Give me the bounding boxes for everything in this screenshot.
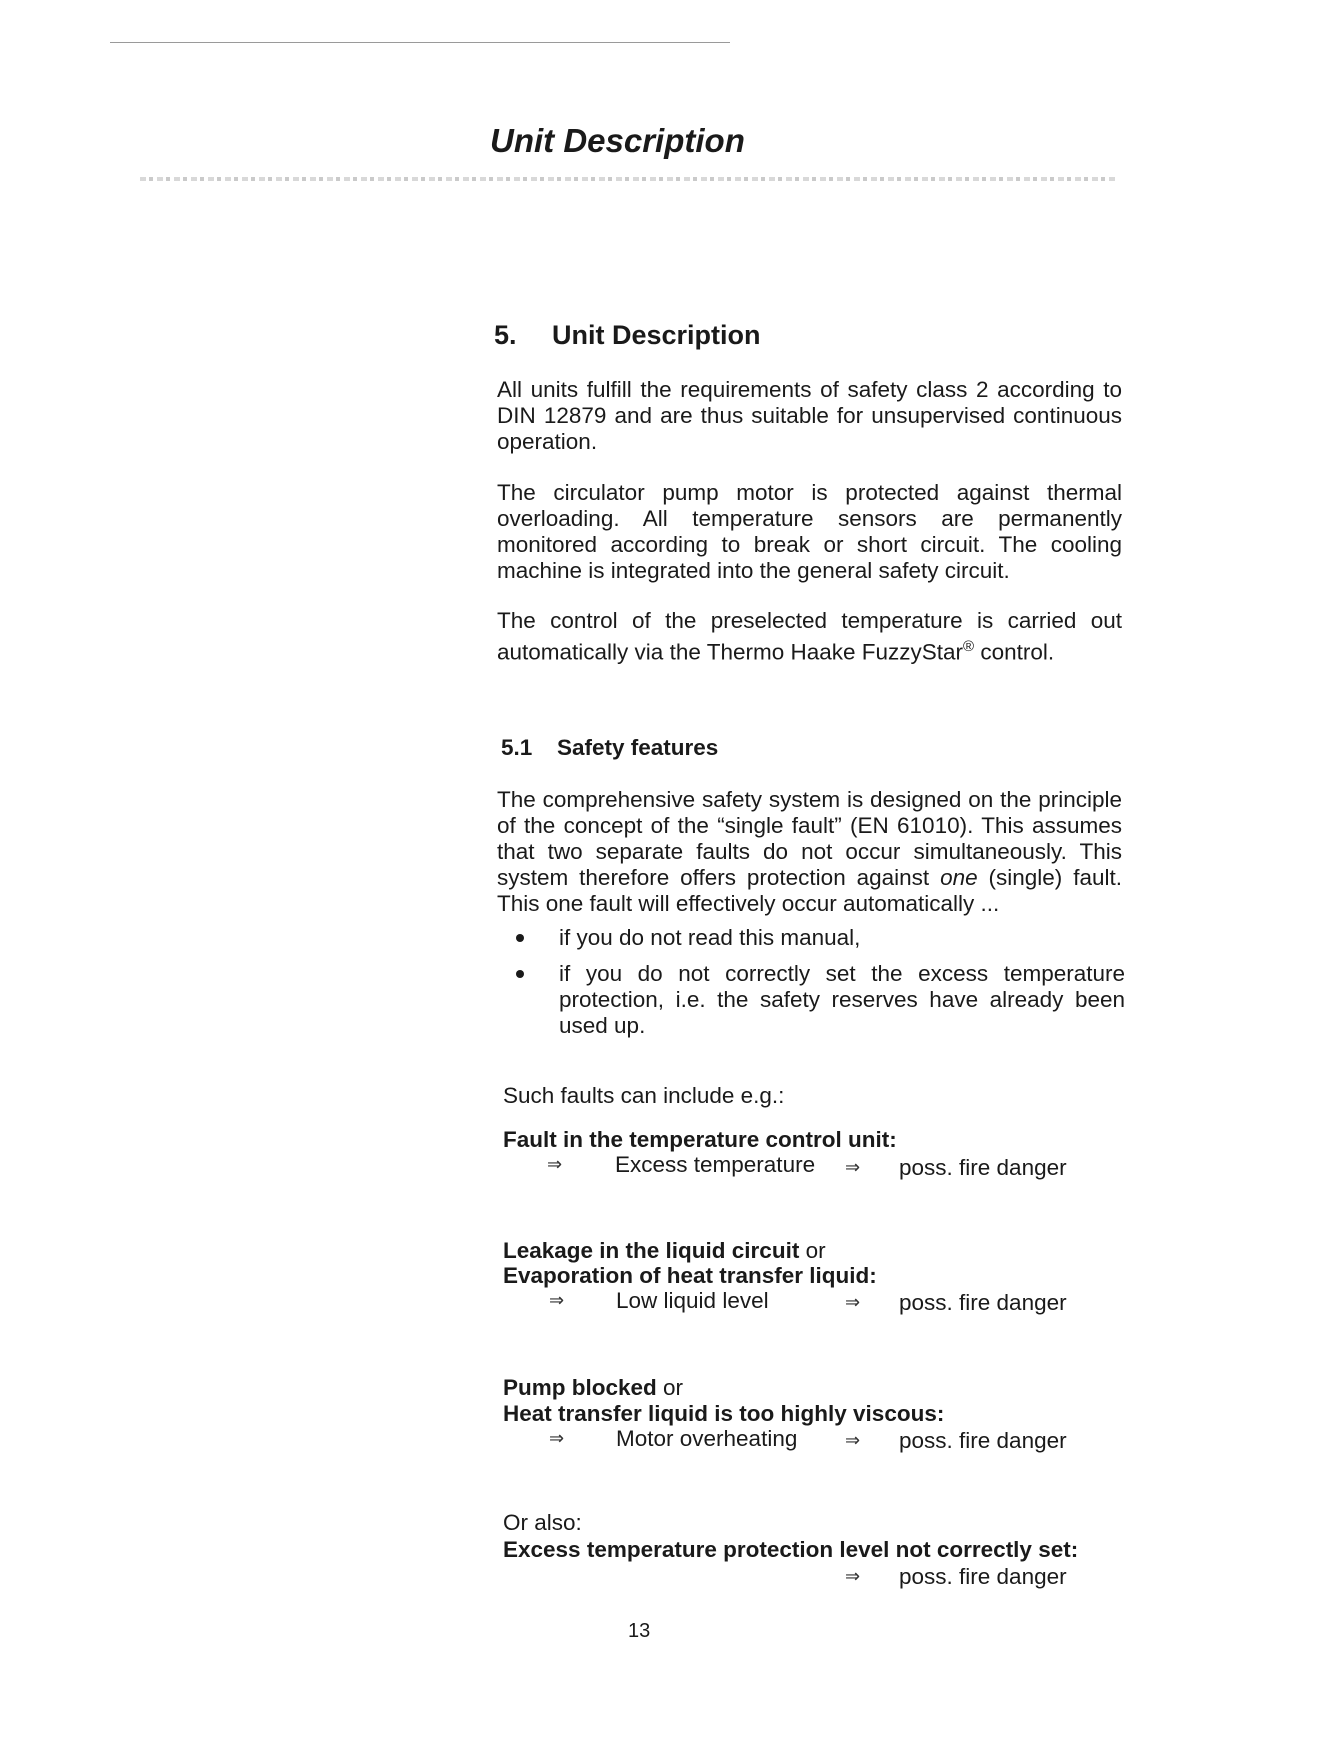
- list-item: [500, 961, 1125, 1039]
- arrow-icon: ⇒: [845, 1430, 861, 1450]
- fault-effect: poss. fire danger: [899, 1155, 1067, 1180]
- fault-heading-text: Pump blocked: [503, 1375, 657, 1400]
- emphasis-text: one: [940, 865, 978, 890]
- fault-effect: poss. fire danger: [899, 1564, 1067, 1589]
- paragraph-pump-motor: The circulator pump motor is protected against thermal overloading. All temperature sensors are permanently monitored according to break or short circuit. The cooling machine is integrated into the general safety circuit.: [497, 480, 1122, 583]
- scan-edge-line: [110, 42, 730, 43]
- subsection-title: Safety features: [557, 735, 719, 760]
- section-heading: [494, 320, 761, 351]
- section-number: 5.: [494, 320, 517, 350]
- arrow-icon: ⇒: [845, 1566, 861, 1586]
- fault-heading-or: or: [663, 1375, 684, 1400]
- header-rule: [140, 177, 1115, 181]
- arrow-icon: ⇒: [845, 1292, 861, 1312]
- fault-cause: Excess temperature: [615, 1152, 816, 1177]
- fault-heading-protection-level: Excess temperature protection level not correctly set:: [503, 1537, 1079, 1562]
- list-item: [500, 925, 1125, 951]
- fault-effect: poss. fire danger: [899, 1428, 1067, 1453]
- fault-heading-leakage: [503, 1238, 826, 1264]
- paragraph-text: control.: [974, 639, 1055, 665]
- fault-heading-or: or: [805, 1238, 826, 1263]
- arrow-icon: ⇒: [549, 1290, 565, 1310]
- arrow-icon: ⇒: [549, 1428, 565, 1448]
- bullet-icon: [516, 934, 524, 942]
- bullet-list: [500, 925, 1125, 1049]
- subsection-heading: [501, 735, 718, 761]
- page-header-title: Unit Description: [490, 122, 745, 159]
- section-title: Unit Description: [552, 320, 761, 350]
- such-faults-text: Such faults can include e.g.:: [503, 1083, 785, 1108]
- or-also-text: Or also:: [503, 1510, 582, 1535]
- page-number: 13: [628, 1620, 651, 1642]
- paragraph-safety-class: All units fulfill the requirements of safety class 2 according to DIN 12879 and are thus suitable for unsupervised continuous operation.: [497, 377, 1122, 454]
- list-item-text: if you do not correctly set the excess temperature protection, i.e. the safety reserves have already been used up.: [559, 961, 1125, 1038]
- registered-mark: ®: [963, 638, 975, 655]
- arrow-icon: ⇒: [845, 1157, 861, 1177]
- fault-heading-viscous: Heat transfer liquid is too highly viscous:: [503, 1401, 945, 1426]
- list-item-text: if you do not read this manual,: [559, 925, 861, 950]
- fault-effect: poss. fire danger: [899, 1290, 1067, 1315]
- subsection-number: 5.1: [501, 735, 533, 760]
- fault-cause: Motor overheating: [616, 1426, 798, 1451]
- paragraph-temperature-control: [497, 608, 1122, 666]
- fault-heading-temperature-control: Fault in the temperature control unit:: [503, 1127, 897, 1152]
- fault-heading-text: Leakage in the liquid circuit: [503, 1238, 800, 1263]
- paragraph-text: The comprehensive safety system is designed on the principle of the concept of the “single fault” (EN 61010). This assumes that two separate faults do not occur simultaneously. This system therefore offers protection against: [497, 787, 1122, 890]
- paragraph-safety-intro: [497, 787, 1122, 917]
- fault-cause: Low liquid level: [616, 1288, 769, 1313]
- paragraph-text: (single) fault. This one fault will effectively occur automatically ...: [497, 865, 1122, 916]
- arrow-icon: ⇒: [547, 1154, 563, 1174]
- bullet-icon: [516, 970, 524, 978]
- paragraph-text: The control of the preselected temperature is carried out automatically via the Thermo Haake FuzzyStar: [497, 608, 1122, 665]
- fault-heading-evaporation: Evaporation of heat transfer liquid:: [503, 1263, 877, 1288]
- fault-heading-pump: [503, 1375, 683, 1401]
